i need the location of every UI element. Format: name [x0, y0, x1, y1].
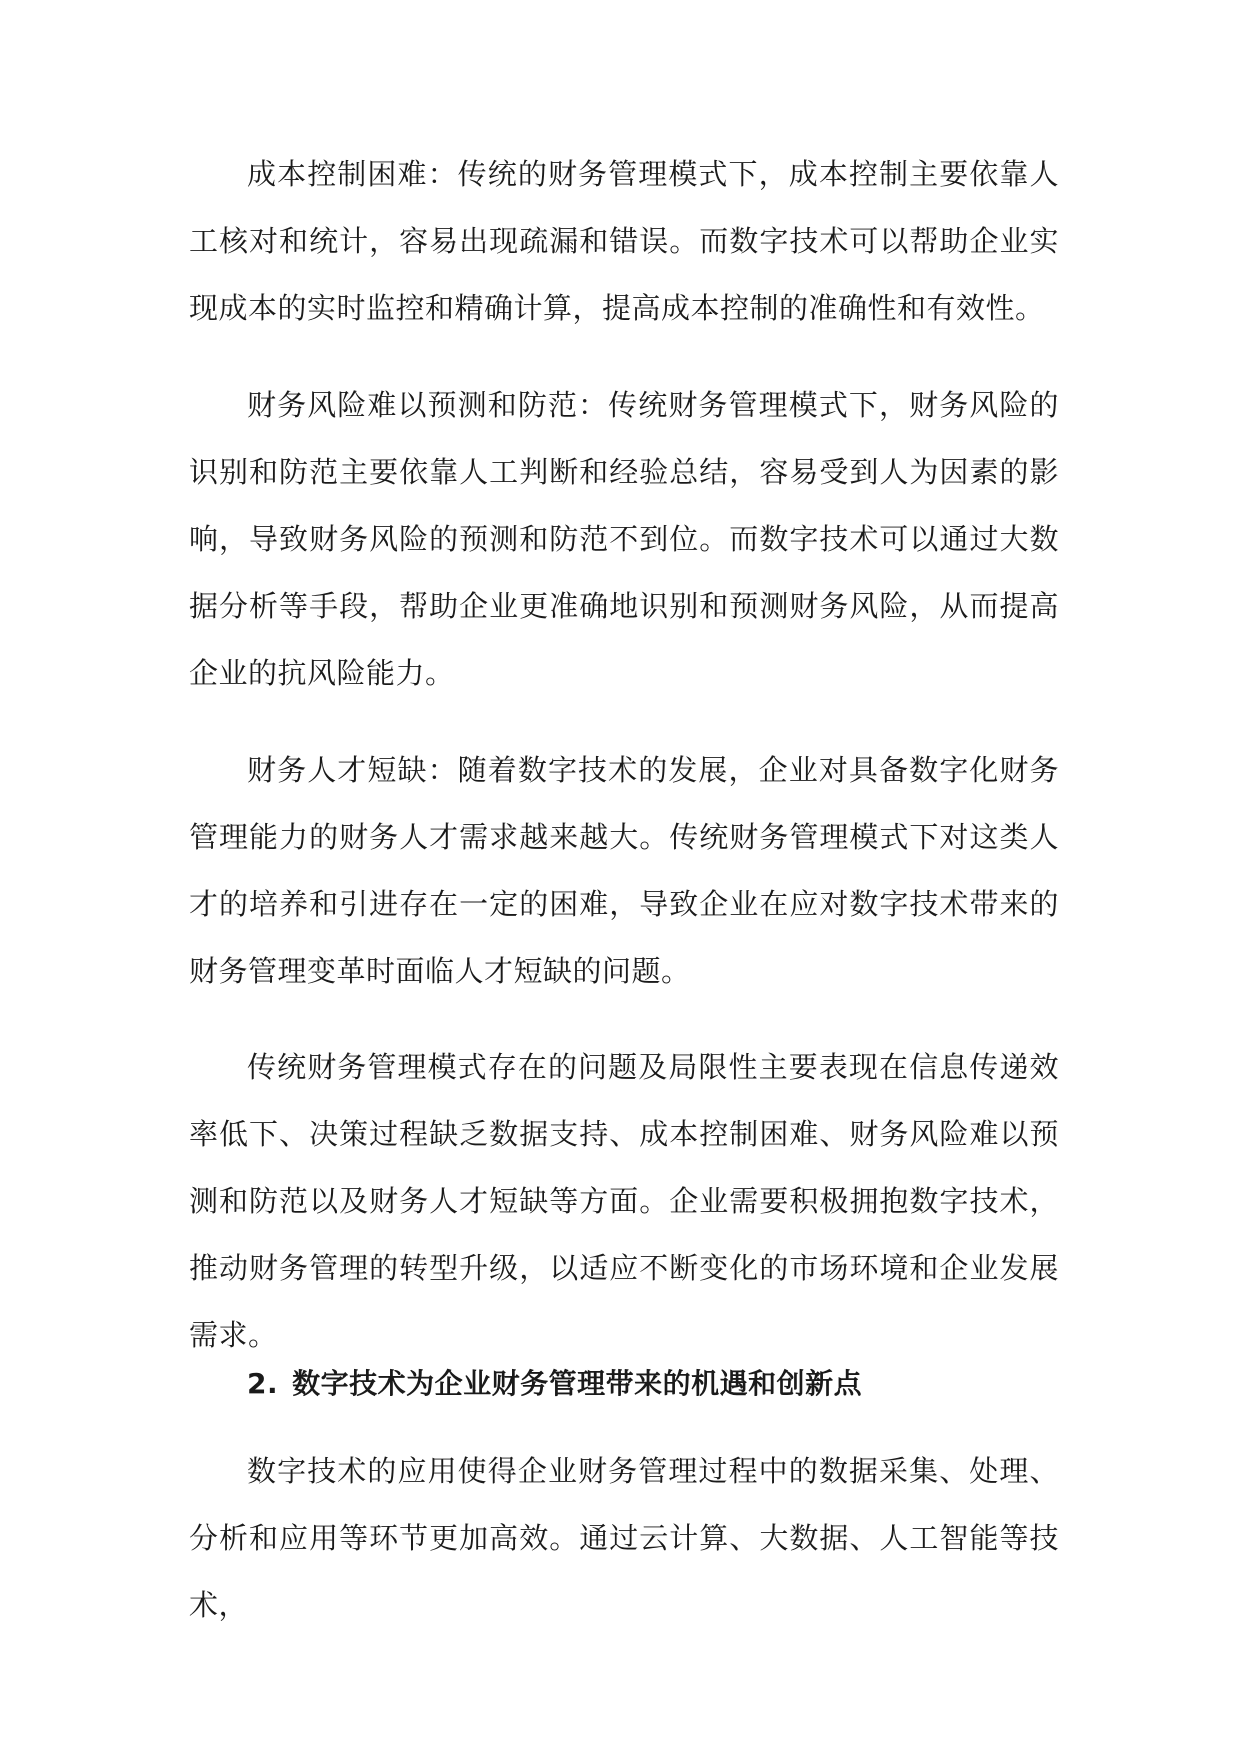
section-number: 2. [247, 1367, 279, 1400]
paragraph-cost-control: 成本控制困难：传统的财务管理模式下，成本控制主要依靠人工核对和统计，容易出现疏漏和错误。而数字技术可以帮助企业实现成本的实时监控和精确计算，提高成本控制的准确性和有效性。 [189, 157, 1059, 325]
paragraph-talent-shortage: 财务人才短缺：随着数字技术的发展，企业对具备数字化财务管理能力的财务人才需求越来越大。传统财务管理模式下对这类人才的培养和引进存在一定的困难，导致企业在应对数字技术带来的财务管理变革时面临人才短缺的问题。 [189, 753, 1059, 988]
paragraph-summary: 传统财务管理模式存在的问题及局限性主要表现在信息传递效率低下、决策过程缺乏数据支持、成本控制困难、财务风险难以预测和防范以及财务人才短缺等方面。企业需要积极拥抱数字技术，推动财务管理的转型升级，以适应不断变化的市场环境和企业发展需求。 [189, 1050, 1059, 1352]
paragraph-section-intro: 数字技术的应用使得企业财务管理过程中的数据采集、处理、分析和应用等环节更加高效。通过云计算、大数据、人工智能等技术， [189, 1454, 1059, 1622]
section-title: 数字技术为企业财务管理带来的机遇和创新点 [292, 1367, 863, 1400]
section-heading [247, 1362, 862, 1406]
paragraph-financial-risk: 财务风险难以预测和防范：传统财务管理模式下，财务风险的识别和防范主要依靠人工判断和经验总结，容易受到人为因素的影响，导致财务风险的预测和防范不到位。而数字技术可以通过大数据分析等手段，帮助企业更准确地识别和预测财务风险，从而提高企业的抗风险能力。 [189, 388, 1059, 690]
